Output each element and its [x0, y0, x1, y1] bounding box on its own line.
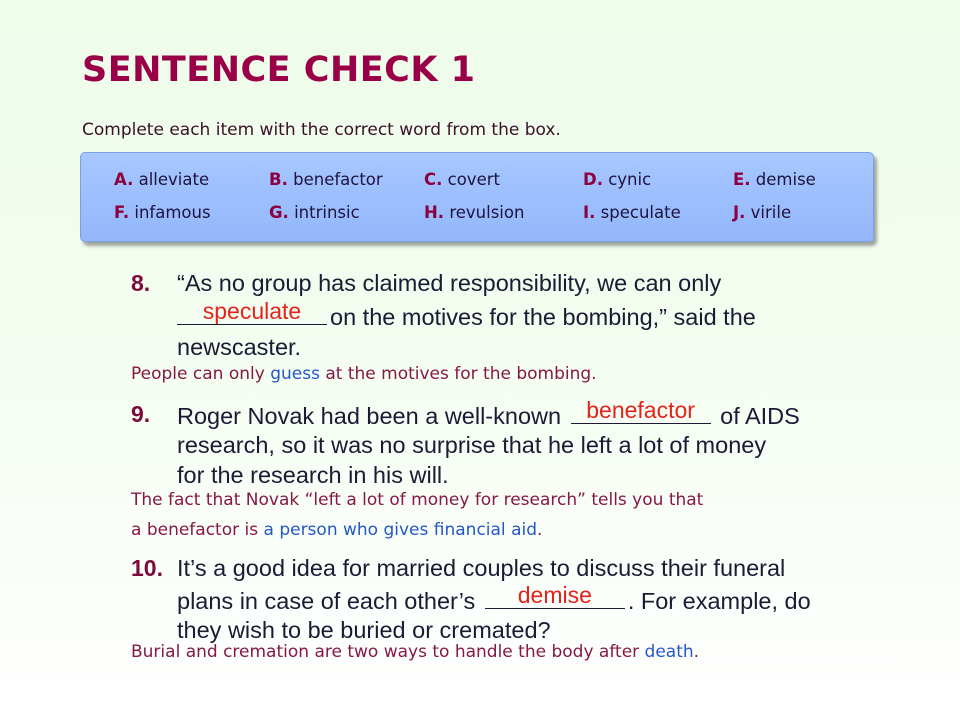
question-text: newscaster. — [177, 334, 302, 360]
word-option: H. revulsion — [424, 203, 525, 222]
word-option: C. covert — [424, 170, 500, 189]
word-option: I. speculate — [583, 203, 681, 222]
answer-text: speculate — [202, 298, 302, 324]
answer-text: benefactor — [586, 397, 695, 423]
word-option: D. cynic — [583, 170, 652, 189]
answer-blank — [571, 397, 711, 424]
question-text: research, so it was no surprise that he left a lot of money — [177, 432, 767, 458]
question-text: Roger Novak had been a well-known benefactor of AIDS — [177, 397, 800, 429]
answer-blank — [485, 582, 625, 609]
word-option: E. demise — [733, 170, 816, 189]
answer-blank — [177, 298, 327, 325]
question-number: 8. — [131, 270, 151, 296]
word-option: B. benefactor — [269, 170, 383, 189]
question-text: “As no group has claimed responsibility, we can only — [177, 270, 722, 296]
question-text: they wish to be buried or cremated? — [177, 617, 551, 643]
page-title: SENTENCE CHECK 1 — [82, 50, 476, 90]
answer-text: demise — [517, 582, 592, 608]
word-option: A. alleviate — [114, 170, 210, 189]
word-option: G. intrinsic — [269, 203, 360, 222]
question-text: speculate on the motives for the bombing,” said the — [177, 302, 756, 331]
hint-text: a benefactor is a person who gives financial aid. — [131, 520, 543, 540]
question-text: It’s a good idea for married couples to discuss their funeral — [177, 555, 786, 581]
hint-text: The fact that Novak “left a lot of money for research” tells you that — [131, 490, 704, 510]
question-number: 9. — [131, 401, 151, 427]
question-text: for the research in his will. — [177, 462, 449, 488]
hint-text: Burial and cremation are two ways to handle the body after death. — [131, 642, 700, 662]
instructions-text: Complete each item with the correct word from the box. — [82, 120, 561, 140]
word-box — [80, 152, 874, 242]
word-option: J. virile — [733, 203, 792, 222]
question-text: plans in case of each other’s demise . For example, do — [177, 582, 811, 614]
hint-text: People can only guess at the motives for the bombing. — [131, 364, 597, 384]
word-option: F. infamous — [114, 203, 211, 222]
question-number: 10. — [131, 555, 163, 581]
